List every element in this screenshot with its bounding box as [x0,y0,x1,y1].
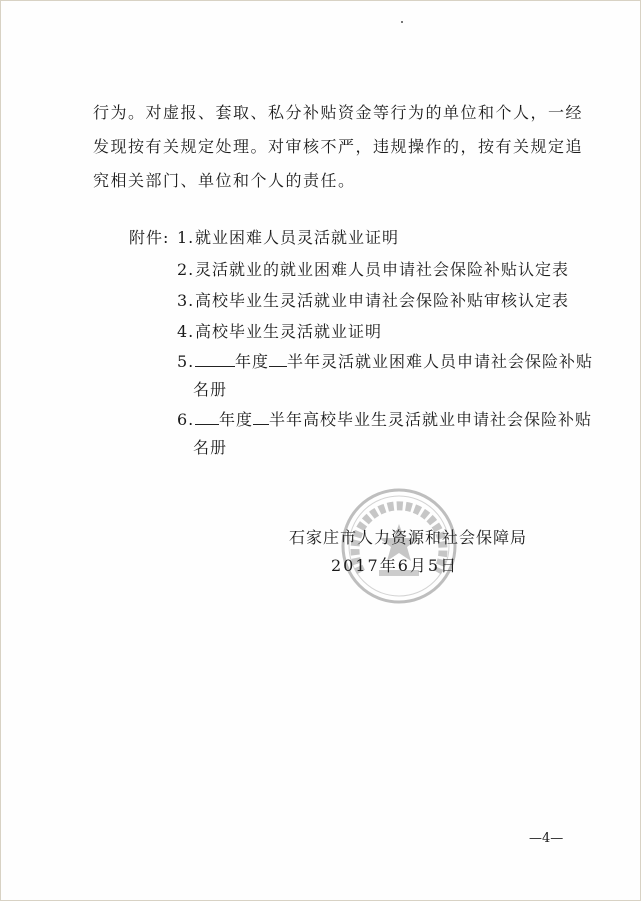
attachment-text: 半年灵活就业困难人员申请社会保险补贴 [287,352,594,371]
body-line: 行为。对虚报、套取、私分补贴资金等行为的单位和个人，一经 [93,103,584,122]
attachment-number: 3. [177,291,195,310]
body-line: 发现按有关规定处理。对审核不严，违规操作的，按有关规定追 [93,137,584,156]
attachments-label: 附件: [129,228,170,247]
attachment-item [177,347,593,377]
attachment-number: 4. [177,322,195,341]
fill-blank [195,348,235,367]
attachment-text: 高校毕业生灵活就业证明 [195,322,383,341]
issue-date: 2017年6月5日 [331,556,459,575]
attachment-text: 半年高校毕业生灵活就业申请社会保险补贴 [269,410,593,429]
fill-blank [195,406,219,425]
attachment-item [177,405,592,435]
issuing-organization: 石家庄市人力资源和社会保障局 [289,528,528,547]
attachment-text: 就业困难人员灵活就业证明 [195,228,400,247]
fill-blank [253,406,269,425]
attachment-item [177,255,569,285]
scan-speck [401,21,403,23]
attachment-number: 2. [177,260,195,279]
attachment-continuation: 名册 [193,380,228,399]
attachment-item [177,317,382,347]
attachment-year-label: 年度 [235,352,270,371]
fill-blank [269,348,287,367]
body-paragraph [93,96,584,198]
body-line: 究相关部门、单位和个人的责任。 [93,171,356,190]
attachment-number: 6. [177,410,195,429]
attachment-continuation: 名册 [193,438,228,457]
attachment-number: 1. [177,228,195,247]
attachment-item [177,286,569,316]
attachment-text: 高校毕业生灵活就业申请社会保险补贴审核认定表 [195,291,570,310]
attachment-year-label: 年度 [219,410,254,429]
attachment-text: 灵活就业的就业困难人员申请社会保险补贴认定表 [195,260,570,279]
attachment-number: 5. [177,352,195,371]
page-number: —4— [529,831,564,846]
attachment-item [177,223,399,253]
